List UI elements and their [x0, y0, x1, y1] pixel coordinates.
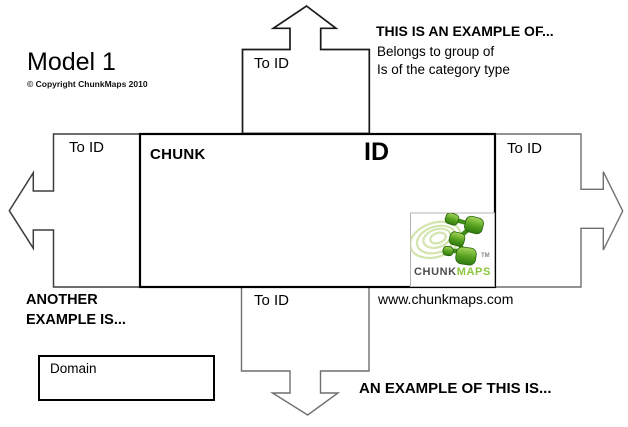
annotation-is-of-category-type: Is of the category type — [377, 62, 510, 77]
annotation-belongs-to-group-of: Belongs to group of — [377, 44, 495, 59]
logo-wordmark — [414, 266, 491, 280]
annotation-an-example-of-this-is: AN EXAMPLE OF THIS IS... — [359, 380, 552, 397]
another-line2: EXAMPLE IS... — [26, 312, 126, 328]
central-box-id-label: ID — [364, 138, 389, 166]
copyright-notice: © Copyright ChunkMaps 2010 — [27, 79, 148, 89]
bottom-connector-label: To ID — [254, 292, 290, 309]
annotation-this-is-an-example-of: THIS IS AN EXAMPLE OF... — [376, 23, 554, 39]
right-connector-label: To ID — [507, 140, 543, 157]
annotation-another-example-is — [26, 290, 126, 330]
left-connector-label: To ID — [69, 139, 105, 156]
another-line1: ANOTHER — [26, 292, 98, 308]
logo-wordmark-maps: MAPS — [456, 266, 491, 278]
top-connector-label: To ID — [254, 55, 290, 72]
website-url: www.chunkmaps.com — [378, 291, 514, 307]
page-title: Model 1 — [27, 48, 116, 76]
logo-trademark-symbol: TM — [481, 253, 490, 259]
domain-box-label: Domain — [50, 361, 97, 376]
central-box-chunk-label: CHUNK — [150, 146, 206, 163]
logo-wordmark-chunk: CHUNK — [414, 266, 457, 278]
